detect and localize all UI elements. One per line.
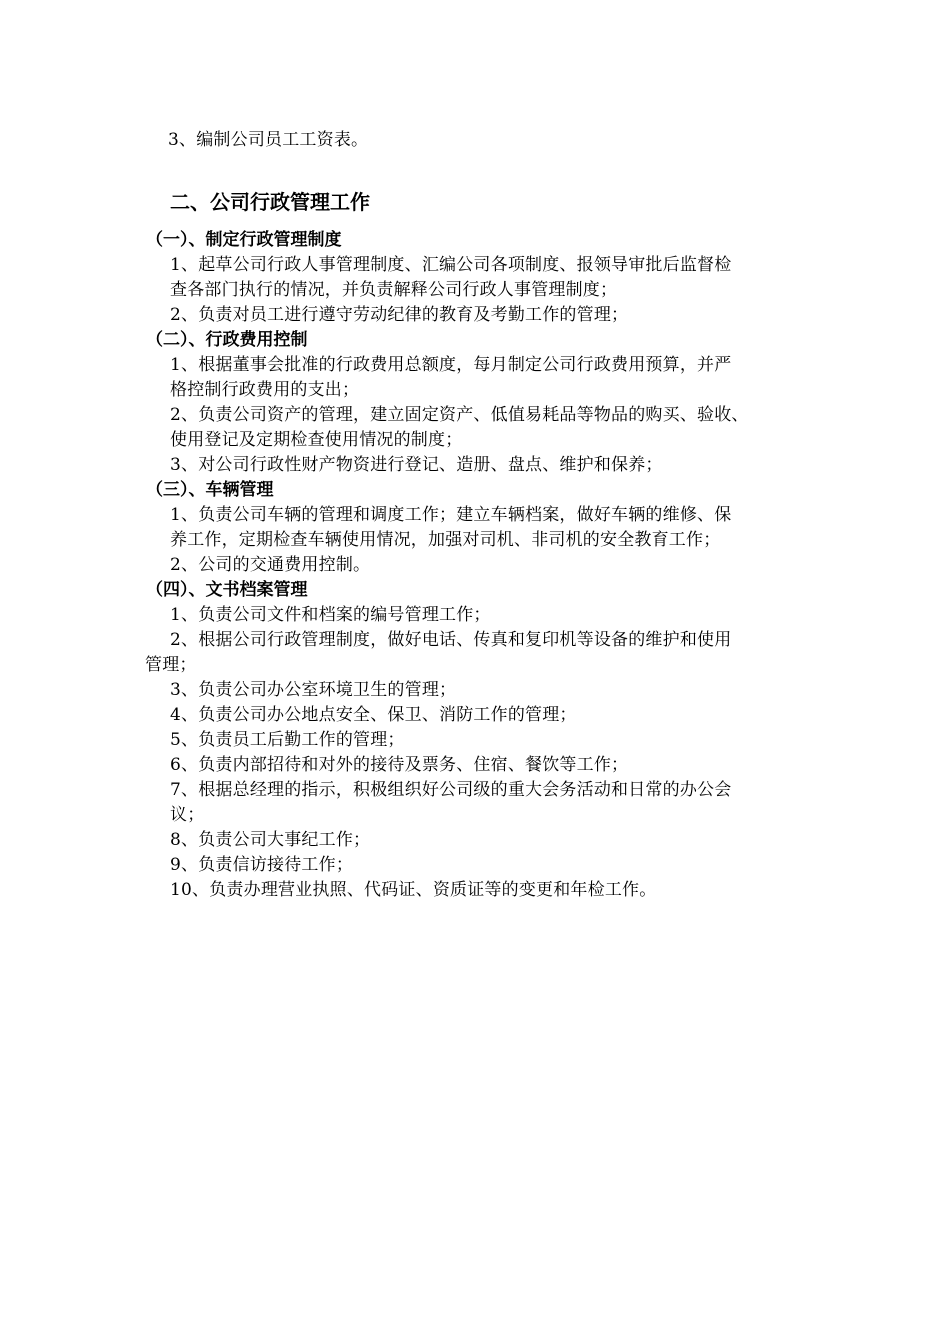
sub2-line-5: 3、对公司行政性财产物资进行登记、造册、盘点、维护和保养； (170, 455, 663, 475)
sub4-line-9: 议； (170, 805, 205, 825)
sub4-line-8: 7、根据总经理的指示，积极组织好公司级的重大会务活动和日常的办公会 (170, 780, 732, 800)
sub1-line-2: 查各部门执行的情况，并负责解释公司行政人事管理制度； (170, 280, 618, 300)
sub2-line-1: 1、根据董事会批准的行政费用总额度，每月制定公司行政费用预算，并严 (170, 355, 732, 375)
section-title: 二、公司行政管理工作 (170, 190, 370, 214)
sub2-line-3: 2、负责公司资产的管理，建立固定资产、低值易耗品等物品的购买、验收、 (170, 405, 749, 425)
sub4-line-7: 6、负责内部招待和对外的接待及票务、住宿、餐饮等工作； (170, 755, 629, 775)
sub1-line-1: 1、起草公司行政人事管理制度、汇编公司各项制度、报领导审批后监督检 (170, 255, 732, 275)
sub4-line-3: 管理； (145, 655, 197, 675)
sub4-line-2: 2、根据公司行政管理制度，做好电话、传真和复印机等设备的维护和使用 (170, 630, 732, 650)
subsection-title-1: （一）、制定行政管理制度 (146, 230, 342, 250)
sub4-line-4: 3、负责公司办公室环境卫生的管理； (170, 680, 457, 700)
sub2-line-2: 格控制行政费用的支出； (170, 380, 360, 400)
subsection-title-2: （二）、行政费用控制 (146, 330, 308, 350)
sub4-line-12: 10、负责办理营业执照、代码证、资质证等的变更和年检工作。 (170, 880, 657, 900)
sub4-line-1: 1、负责公司文件和档案的编号管理工作； (170, 605, 491, 625)
sub2-line-4: 使用登记及定期检查使用情况的制度； (170, 430, 463, 450)
sub4-line-6: 5、负责员工后勤工作的管理； (170, 730, 405, 750)
subsection-title-4: （四）、文书档案管理 (146, 580, 308, 600)
sub4-line-11: 9、负责信访接待工作； (170, 855, 354, 875)
subsection-title-3: （三）、车辆管理 (146, 480, 274, 500)
sub4-line-10: 8、负责公司大事纪工作； (170, 830, 371, 850)
intro-item: 3、编制公司员工工资表。 (168, 130, 369, 150)
sub3-line-2: 养工作，定期检查车辆使用情况，加强对司机、非司机的安全教育工作； (170, 530, 721, 550)
sub3-line-3: 2、公司的交通费用控制。 (170, 555, 371, 575)
sub1-line-3: 2、负责对员工进行遵守劳动纪律的教育及考勤工作的管理； (170, 305, 629, 325)
sub4-line-5: 4、负责公司办公地点安全、保卫、消防工作的管理； (170, 705, 577, 725)
sub3-line-1: 1、负责公司车辆的管理和调度工作；建立车辆档案，做好车辆的维修、保 (170, 505, 732, 525)
